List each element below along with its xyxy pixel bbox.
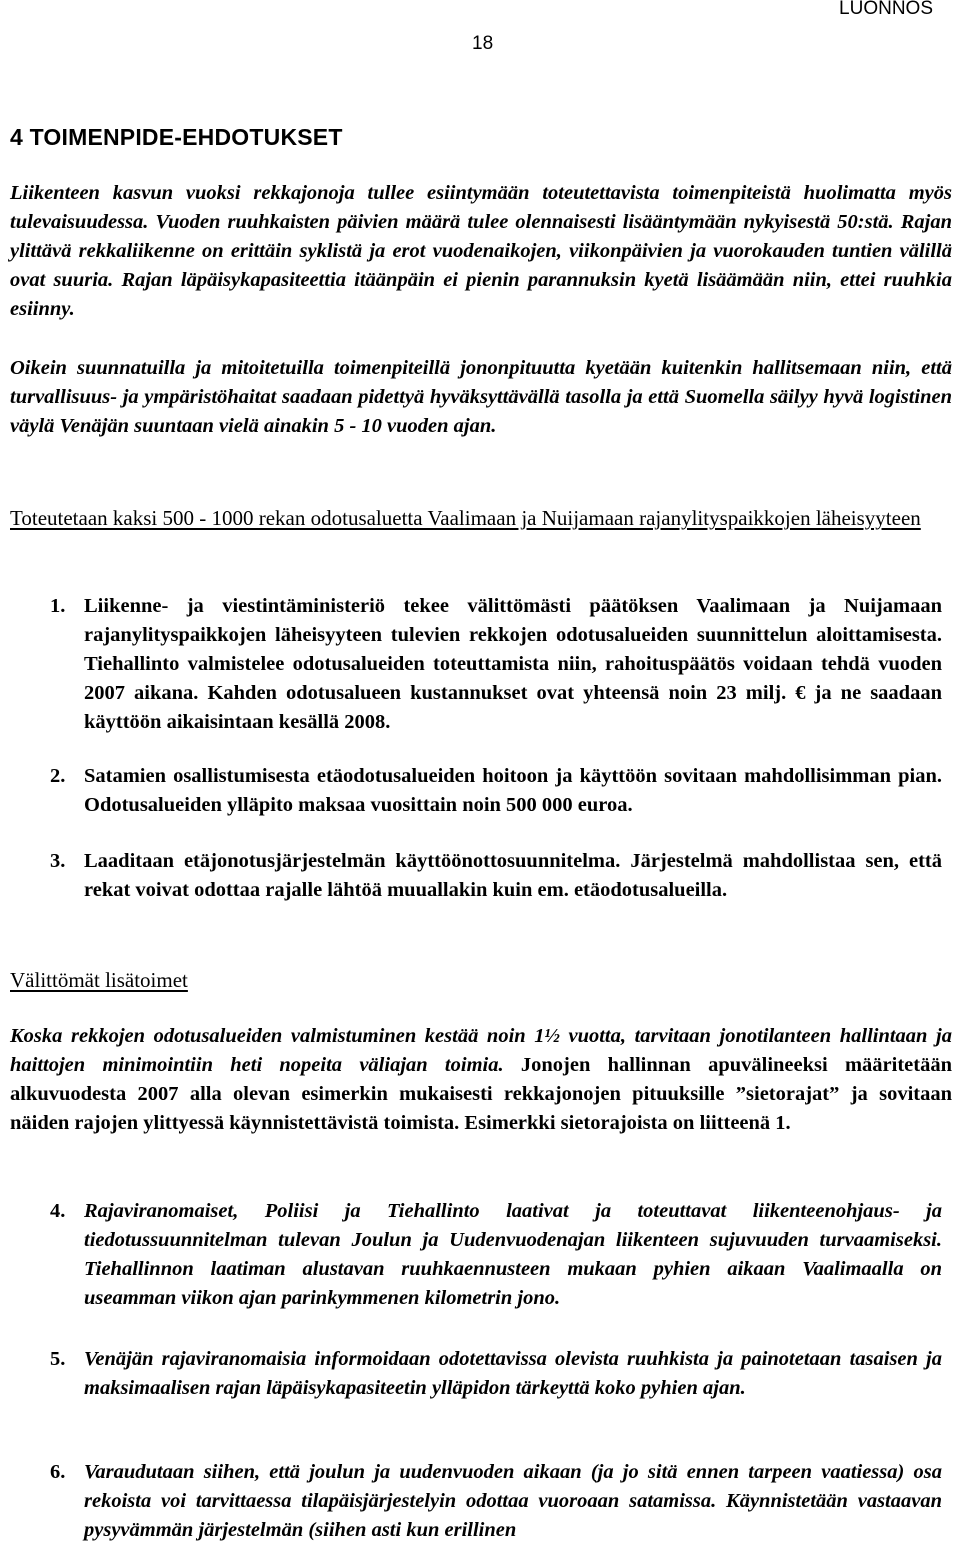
intro-paragraph-1: Liikenteen kasvun vuoksi rekkajonoja tullee esiintymään toteutettavista toimenpiteistä huolimatta myös tulevaisuudessa. Vuoden ruuhkaisten päivien määrä tulee olennaisesti lisääntymään nykyisestä 50:stä. Rajan ylittävä rekkaliikenne on erittäin syklistä ja erot vuodenaikojen, viikonpäivien ja vuorokauden tuntien välillä ovat suuria. Rajan läpäisykapasiteettia itäänpäin ei pienin parannuksin kyetä lisäämään niin, ettei ruuhkia esiinny. xyxy=(10,182,952,320)
subsection-2-title-text: Välittömät lisätoimet xyxy=(10,968,188,992)
list-item-number: 2. xyxy=(50,765,66,787)
subsection-2-paragraph-rest: Jonojen hallinnan apuvälineeksi määritetään alkuvuodesta 2007 alla olevan esimerkin mukaisesti rekkajonojen pituuksille ”sietorajat” ja sovitaan näiden rajojen ylittyessä käynnistettävistä toimista. Esimerkki sietorajoista on liitteenä 1. xyxy=(10,1054,952,1134)
list-item-text: Satamien osallistumisesta etäodotusalueiden hoitoon ja käyttöön sovitaan mahdollisimman pian. Odotusalueiden ylläpito maksaa vuosittain noin 500 000 euroa. xyxy=(84,765,942,816)
list-item-text: Liikenne- ja viestintäministeriö tekee välittömästi päätöksen Vaalimaan ja Nuijamaan rajanylityspaikkojen läheisyyteen tulevien rekkojen odotusalueiden suunnittelun aloittamisesta. Tiehallinto valmistelee odotusalueiden toteuttamista niin, rahoituspäätös voidaan tehdä vuoden 2007 aikana. Kahden odotusalueen kustannukset ovat yhteensä noin 23 milj. € ja ne saadaan käyttöön aikaisintaan kesällä 2008. xyxy=(84,595,942,733)
section-title: 4 TOIMENPIDE-EHDOTUKSET xyxy=(10,124,343,150)
draft-label: LUONNOS xyxy=(839,0,933,19)
list-item-text: Varaudutaan siihen, että joulun ja uudenvuoden aikaan (ja jo sitä ennen tarpeen vaatiessa) osa rekoista voi tarvittaessa tilapäisjärjestelyin odottaa vuoroaan satamissa. Käynnistetään vastaavan pysyvämmän järjestelmän (siihen asti kun erillinen xyxy=(84,1461,942,1541)
list-item-text: Laaditaan etäjonotusjärjestelmän käyttöönottosuunnitelma. Järjestelmä mahdollistaa sen, että rekat voivat odottaa rajalle lähtöä muuallakin kuin em. etäodotusalueilla. xyxy=(84,850,942,901)
list-item-number: 1. xyxy=(50,595,66,617)
list-item-text: Venäjän rajaviranomaisia informoidaan odotettavissa olevista ruuhkista ja painotetaan tasaisen ja maksimaalisen rajan läpäisykapasiteetin ylläpidon tärkeyttä koko pyhien ajan. xyxy=(84,1348,942,1399)
intro-paragraph-2: Oikein suunnatuilla ja mitoitetuilla toimenpiteillä jononpituutta kyetään kuitenkin hallitsemaan niin, että turvallisuus- ja ympäristöhaitat saadaan pidettyä hyväksyttävällä tasolla ja että Suomella säilyy hyvä logistinen väylä Venäjän suuntaan vielä ainakin 5 - 10 vuoden ajan. xyxy=(10,357,952,437)
subsection-1-title xyxy=(10,504,952,534)
list-item-number: 5. xyxy=(50,1348,66,1370)
subsection-2-title xyxy=(10,966,952,996)
list-item-number: 6. xyxy=(50,1461,66,1483)
list-item-number: 4. xyxy=(50,1200,66,1222)
subsection-2-paragraph-italic: Koska rekkojen odotusalueiden valmistuminen kestää noin 1½ vuotta, tarvitaan jonotilanteen hallintaan ja haittojen minimointiin heti nopeita väliajan toimia. xyxy=(10,1025,952,1076)
subsection-1-title-text: Toteutetaan kaksi 500 - 1000 rekan odotusaluetta Vaalimaan ja Nuijamaan rajanylityspaikkojen läheisyyteen xyxy=(10,506,921,530)
list-item-number: 3. xyxy=(50,850,66,872)
page-number: 18 xyxy=(472,33,494,54)
subsection-2-paragraph xyxy=(10,1022,952,1138)
list-item-text: Rajaviranomaiset, Poliisi ja Tiehallinto laativat ja toteuttavat liikenteenohjaus- ja tiedotussuunnitelman tulevan Joulun ja Uudenvuodenajan liikenteen sujuvuuden turvaamiseksi. Tiehallinnon laatiman alustavan ruuhkaennusteen mukaan pyhien aikaan Vaalimaalla on useamman viikon ajan parinkymmenen kilometrin jono. xyxy=(84,1200,942,1309)
